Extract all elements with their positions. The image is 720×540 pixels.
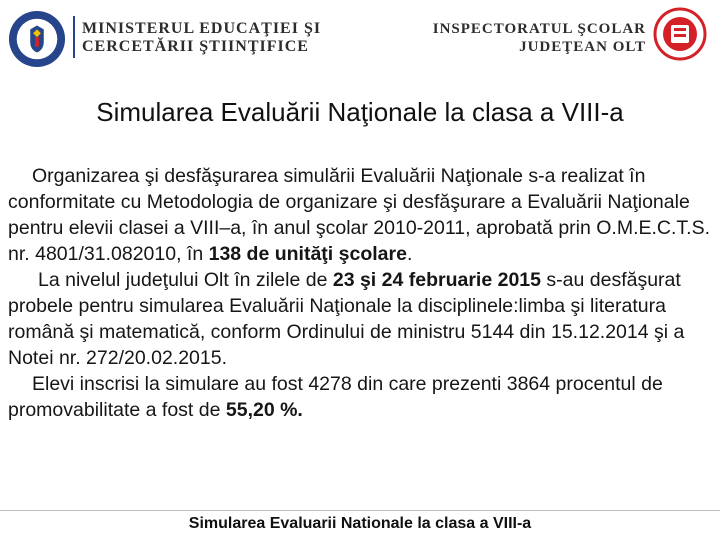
inspectorate-name (433, 20, 646, 56)
romania-coat-of-arms-seal (8, 10, 66, 68)
page-title: Simularea Evaluării Naţionale la clasa a VIII-a (96, 97, 624, 127)
ministry-line-1: MINISTERUL EDUCAŢIEI ŞI (82, 20, 322, 37)
header-divider (73, 16, 75, 58)
paragraph-text: s-au desfăşurat probele pentru simularea Evaluării Naţionale la disciplinele:limba şi literatura română şi matematică, conform Ordinului de ministru 5144 din 15.12.2014 şi a Notei nr. 272/20.02.2015. (8, 269, 685, 369)
inspectorate-line-2: JUDEŢEAN OLT (519, 39, 646, 55)
paragraph-text: Elevi inscrisi la simulare au fost 4278 din care prezenti 3864 procentul de promovabilitate a fost de (8, 373, 663, 421)
footer-divider (0, 510, 720, 511)
paragraph-organization (8, 163, 716, 267)
paragraph-text: La nivelul judeţului Olt în zilele de (38, 269, 333, 291)
ministry-name (82, 20, 321, 56)
units-count-bold: 138 de unităţi şcolare (208, 243, 407, 265)
isj-olt-book-logo (652, 6, 708, 70)
ministry-line-2: CERCETĂRII ŞTIINŢIFICE (82, 38, 309, 55)
dates-bold: 23 şi 24 februarie 2015 (332, 269, 541, 291)
paragraph-dates (8, 267, 716, 371)
body-text (8, 163, 716, 423)
footer-title: Simularea Evaluarii Nationale la clasa a VIII-a (188, 515, 532, 532)
page-header (0, 0, 720, 80)
paragraph-text: Organizarea şi desfăşurarea simulării Evaluării Naţionale s-a realizat în conformitate cu Metodologia de organizare şi desfăşurare a Evaluării Naţionale pentru elevii clasei a VIII–a, în anul şcolar 2010-2011, aprobată prin O.M.E.C.T.S. nr. 4801/31.082010, în (8, 165, 711, 265)
paragraph-text: . (406, 243, 413, 265)
pass-rate-bold: 55,20 %. (225, 399, 303, 421)
inspectorate-line-1: INSPECTORATUL ŞCOLAR (432, 21, 646, 37)
paragraph-results (8, 371, 716, 423)
